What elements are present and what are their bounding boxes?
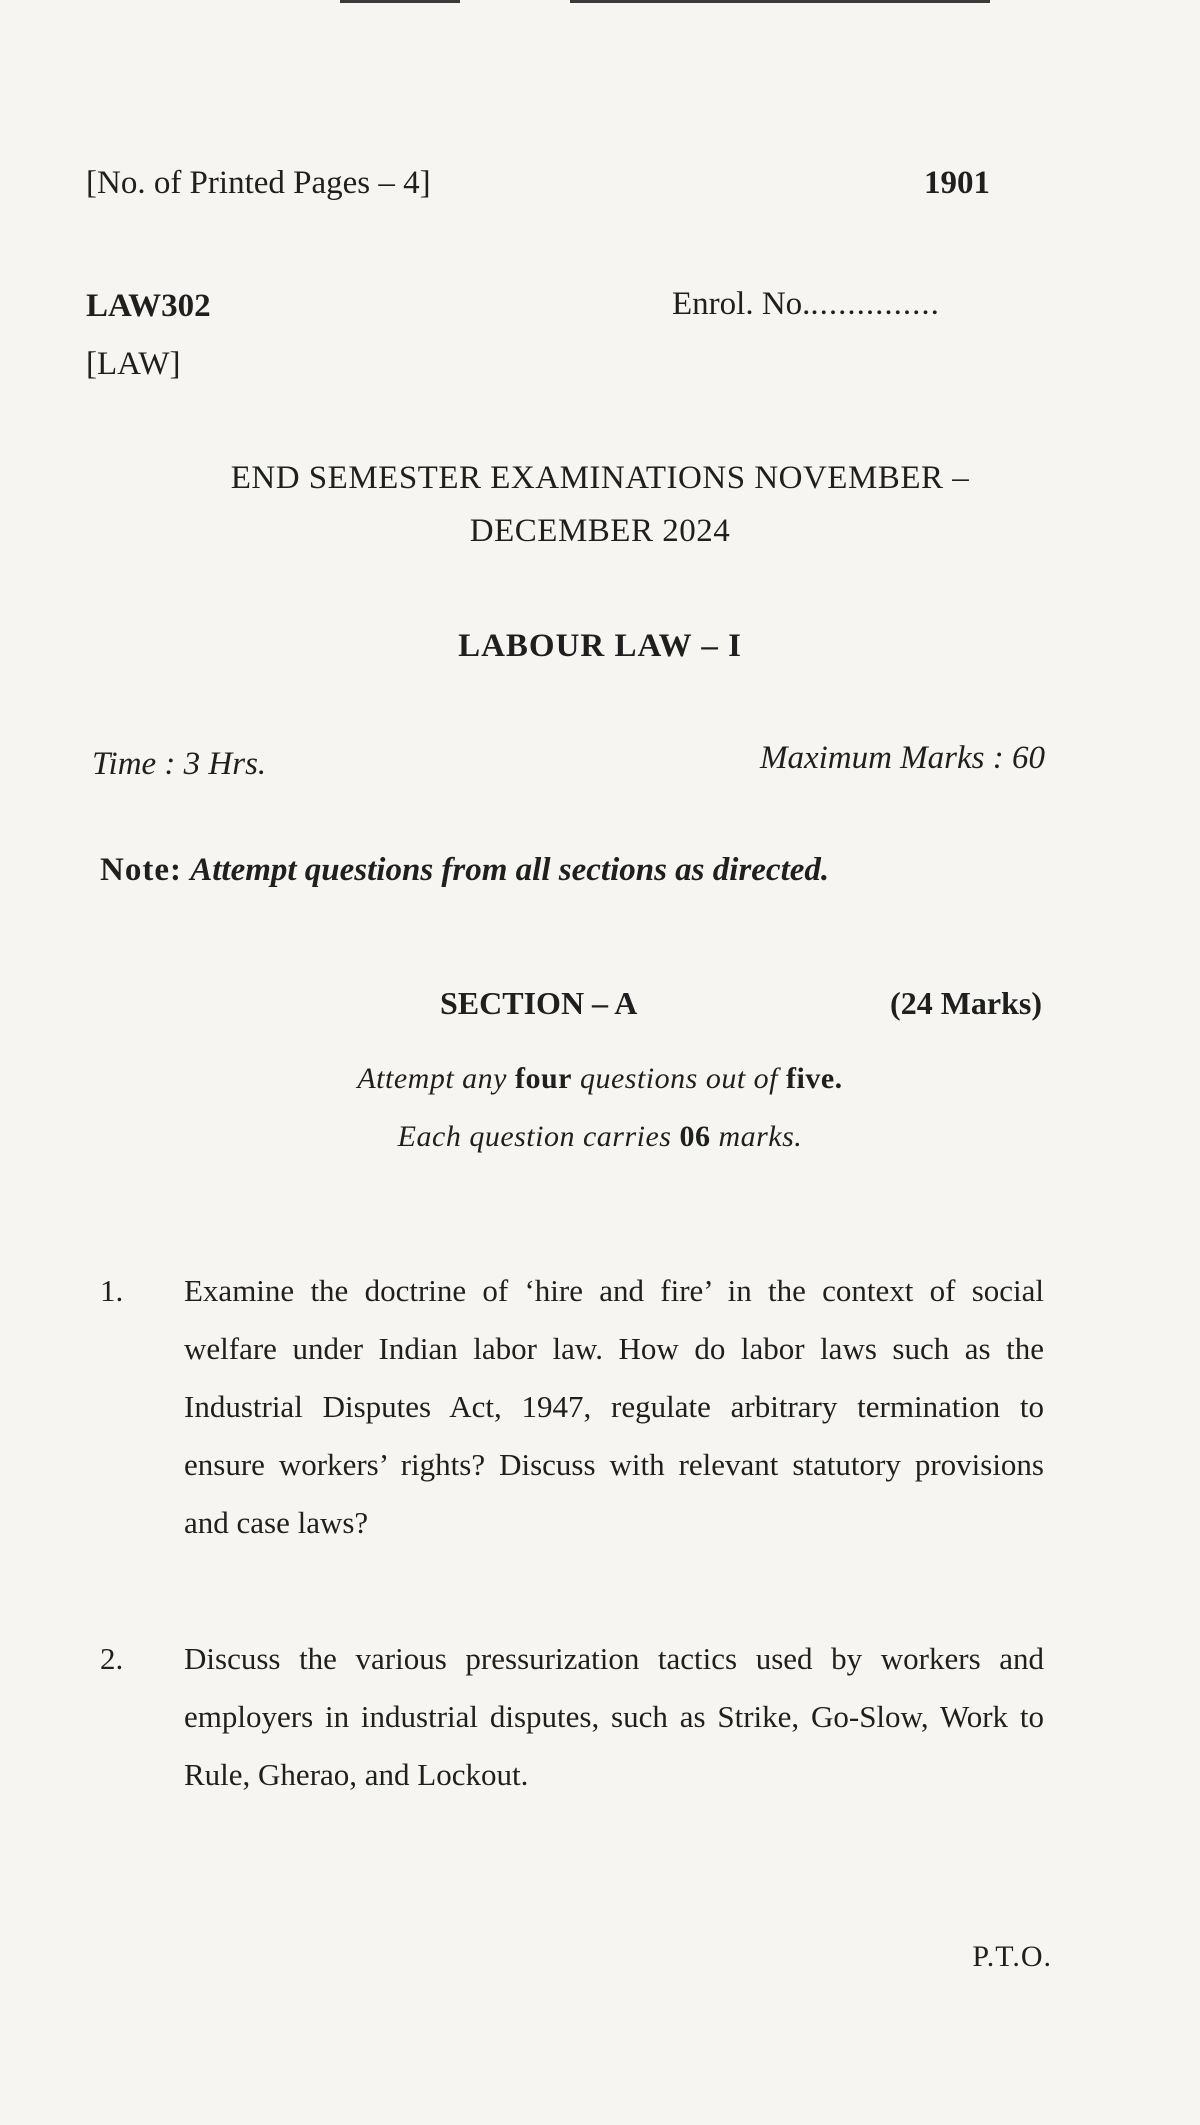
- printed-pages: [No. of Printed Pages – 4]: [86, 165, 431, 201]
- exam-note: [100, 852, 829, 889]
- question-text: Discuss the various pressurization tactics used by workers and employers in industrial disputes, such as Strike, Go-Slow, Work to Rule, Gherao, and Lockout.: [184, 1641, 1044, 1792]
- section-a-instruction-1: Attempt any four questions out of five.: [357, 1062, 843, 1095]
- question-text: Examine the doctrine of ‘hire and fire’ in the context of social welfare under Indian labor law. How do labor laws such as the Industrial Disputes Act, 1947, regulate arbitrary termination to ensure workers’ rights? Discuss with relevant statutory provisions and case laws?: [184, 1273, 1044, 1540]
- exam-title-line-1: END SEMESTER EXAMINATIONS NOVEMBER –: [230, 460, 970, 496]
- discipline: [LAW]: [86, 346, 181, 382]
- section-a-marks: (24 Marks): [890, 985, 1042, 1021]
- question-number: 2.: [100, 1641, 124, 1676]
- section-a-title: SECTION – A: [440, 985, 638, 1021]
- top-edge-line: [340, 0, 460, 3]
- note-label: Note:: [100, 852, 182, 888]
- question-number: 1.: [100, 1273, 124, 1308]
- maximum-marks: Maximum Marks : 60: [759, 740, 1045, 776]
- note-text: Attempt questions from all sections as directed.: [190, 852, 830, 888]
- subject-title: LABOUR LAW – I: [458, 628, 742, 664]
- enrol-label: Enrol. No.: [672, 286, 811, 322]
- top-edge-line: [570, 0, 990, 3]
- enrol-number: [672, 286, 940, 323]
- exam-title: [0, 452, 1200, 558]
- enrol-blank: ..............: [810, 286, 940, 322]
- exam-duration: Time : 3 Hrs.: [92, 746, 267, 782]
- section-a-instruction-2: Each question carries 06 marks.: [397, 1120, 803, 1153]
- please-turn-over: P.T.O.: [972, 1940, 1052, 1973]
- course-code: LAW302: [86, 288, 211, 324]
- paper-code: 1901: [924, 165, 990, 201]
- exam-title-line-2: DECEMBER 2024: [469, 512, 731, 549]
